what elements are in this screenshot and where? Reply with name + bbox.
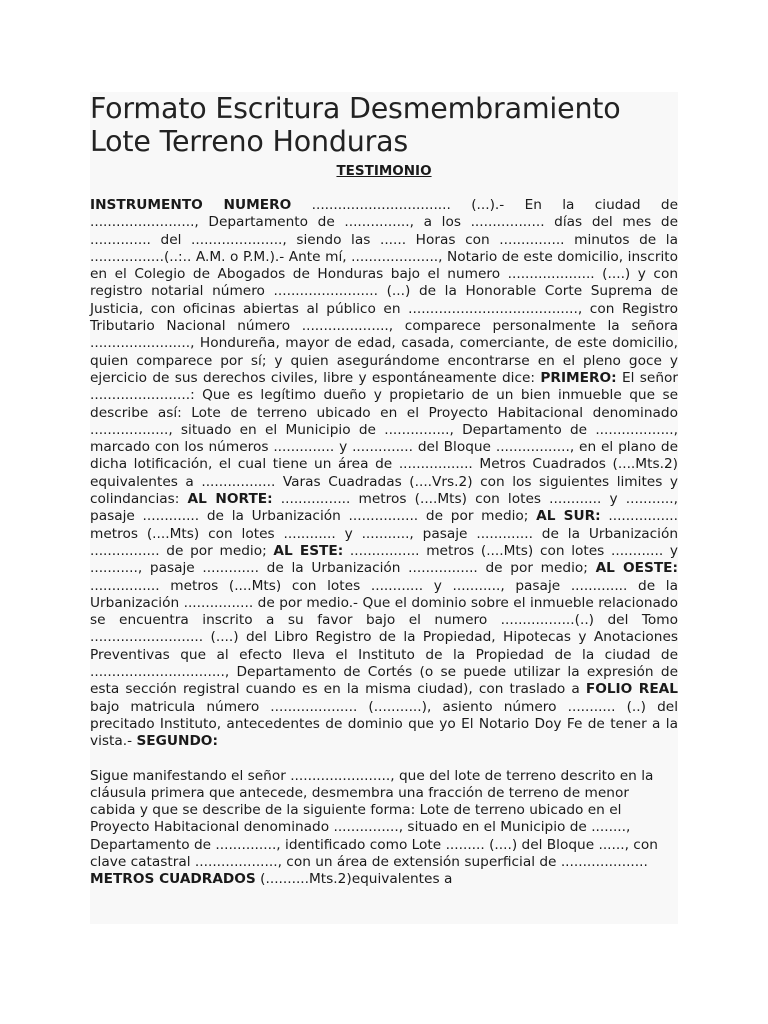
- document-title: Formato Escritura Desmembramiento Lote Terreno Honduras: [90, 92, 621, 158]
- text-segment: (..........Mts.2)equivalentes a: [255, 871, 453, 888]
- bold-text-segment: SEGUNDO:: [136, 733, 218, 750]
- bold-text-segment: FOLIO REAL: [585, 681, 678, 698]
- text-segment: ................ metros (....Mts) con lotes ............ y ..........., pasaje ............. de la Urbanización ................ de por medio;: [90, 491, 678, 525]
- text-segment: ................ metros (....Mts) con lotes ............ y ..........., pasaje ............. de la Urbanización ................ de por medio;: [90, 508, 678, 559]
- text-segment: Sigue manifestando el señor ......................., que del lote de terreno descrito en la cláusula primera que antecede, desmembra una fracción de terreno de menor cabida y que se describe de la siguiente forma: Lote de terreno ubicado en el Proyecto Habitacional denominado ..............., situado en el Municipio de ........, Departamento de .............., identificado como Lote ......... (....) del Bloque ......, con clave catastral ..................., con un área de extensión superficial de ....................: [90, 767, 658, 870]
- bold-text-segment: METROS CUADRADOS: [90, 871, 256, 888]
- bold-text-segment: AL NORTE:: [187, 491, 273, 508]
- body-paragraph-1: [90, 197, 678, 751]
- text-segment: ................ metros (....Mts) con lotes ............ y ..........., pasaje ............. de la Urbanización ................ de por medio.- Que el dominio sobre el inmueble relacionado se encuentra inscrito a su favor bajo el numero .................(..) del Tomo .......................... (....) del Libro Registro de la Propiedad, Hipotecas y Anotaciones Preventivas que al efecto lleva el Instituto de la Propiedad de la ciudad de ..............................., Departamento de Cortés (o se puede utilizar la expresión de esta sección registral cuando es en la misma ciudad), con traslado a: [90, 577, 678, 698]
- text-segment: ................ metros (....Mts) con lotes ............ y ..........., pasaje ............. de la Urbanización ................ de por medio;: [90, 542, 678, 577]
- testimonio-heading: TESTIMONIO: [336, 163, 432, 179]
- body-paragraph-2: [90, 768, 678, 889]
- bold-text-segment: INSTRUMENTO NUMERO: [90, 197, 292, 213]
- bold-text-segment: PRIMERO:: [540, 369, 617, 386]
- bold-text-segment: AL SUR:: [536, 508, 601, 525]
- bold-text-segment: AL OESTE:: [595, 560, 678, 577]
- text-segment: El señor .......................: Que es legítimo dueño y propietario de un bien inmueble que se describe así: Lote de terreno ubicado en el Proyecto Habitacional denominado .................., situado en el Municipio de ..............., Departamento de .................., marcado con los números .............. y .............. del Bloque ................., en el plano de dicha lotificación, el cual tiene un área de ................. Metros Cuadrados (....Mts.2) equivalentes a ................. Varas Cuadradas (....Vrs.2) con los siguientes limites y colindancias:: [90, 369, 678, 508]
- document-page: [90, 92, 678, 924]
- bold-text-segment: AL ESTE:: [273, 542, 344, 559]
- text-segment: bajo matricula número .................... (...........), asiento número ........... (..) del precitado Instituto, antecedentes de dominio que yo El Notario Doy Fe de tener a la vista.-: [90, 698, 678, 750]
- text-segment: ................................ (...).- En la ciudad de ........................, Departamento de ..............., a los ................. días del mes de .............. del ....................., siendo las ...... Horas con ............... minutos de la .................(..:.. A.M. o P.M.).- Ante mí, ...................., Notario de este domicilio, inscrito en el Colegio de Abogados de Honduras bajo el numero .................... (....) y con registro notarial número ........................ (...) de la Honorable Corte Suprema de Justicia, con oficinas abiertas al público en ......................................., con Registro Tributario Nacional número ...................., comparece personalmente la señora ......................., Hondureña, mayor de edad, casada, comerciante, de este domicilio, quien comparece por sí; y quien asegurándome encontrarse en el pleno goce y ejercicio de sus derechos civiles, libre y espontáneamente dice:: [90, 197, 679, 386]
